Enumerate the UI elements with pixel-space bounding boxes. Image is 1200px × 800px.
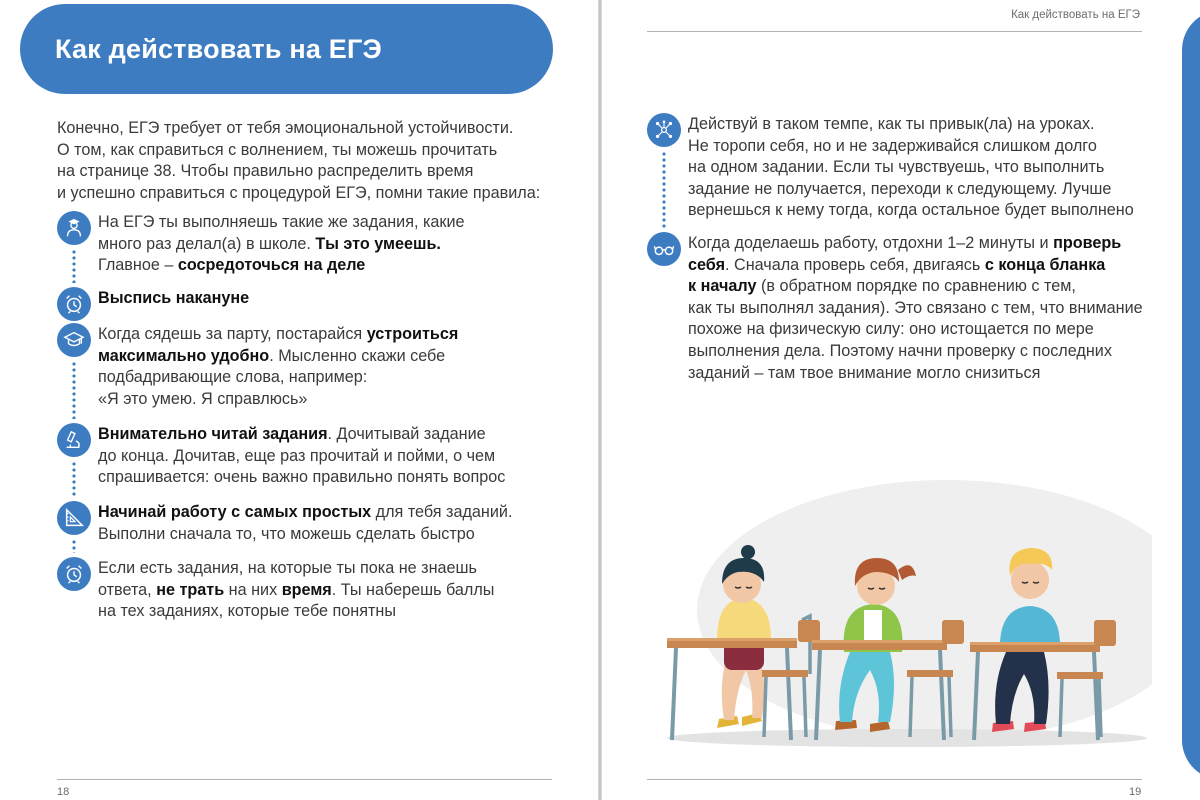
body-text: Действуй в таком темпе, как ты привык(ла) на уроках. (688, 115, 1095, 133)
rule-line (688, 200, 1168, 222)
dotted-connector (72, 249, 76, 283)
body-text: как ты выполнял задания). Это связано с тем, что внимание (688, 298, 1143, 317)
body-text: до конца. Дочитав, еще раз прочитай и пойми, о чем (98, 446, 496, 465)
rule-line (98, 346, 578, 368)
emphasis-text: Начинай работу с самых простых (98, 503, 372, 521)
rule-text (98, 502, 578, 545)
body-text: ответа, (98, 580, 157, 599)
rule-text (98, 212, 578, 277)
emphasis-text: не трать (156, 580, 225, 599)
emphasis-text: Ты это умеешь. (315, 234, 441, 253)
intro-paragraph (57, 118, 577, 204)
body-text: . Ты наберешь баллы (331, 580, 495, 599)
body-text: выполнения дела. Поэтому начни проверку с последних (688, 341, 1112, 360)
body-text: похоже на физическую силу: оно истощается по мере (688, 320, 1094, 339)
dotted-connector (662, 151, 666, 228)
body-text: Не торопи себя, но и не задерживайся слишком долго (688, 136, 1097, 155)
microscope-icon (57, 423, 91, 457)
body-text: Когда доделаешь работу, отдохни 1–2 минуты и (688, 234, 1054, 252)
body-text: «Я это умею. Я справлюсь» (98, 389, 308, 408)
emphasis-text: максимально удобно (98, 346, 270, 365)
students-illustration (662, 470, 1152, 750)
rule-line (688, 255, 1168, 277)
rule-line (98, 424, 578, 446)
header-rule (647, 31, 1142, 32)
body-text: на них (224, 580, 282, 599)
rule-text (98, 424, 578, 489)
rule-line (98, 467, 578, 489)
rule-text (688, 233, 1168, 384)
rule-line (98, 601, 578, 623)
body-text: спрашивается: очень важно правильно понять вопрос (98, 468, 506, 487)
rule-text (98, 558, 578, 623)
right-page (602, 0, 1200, 800)
glasses-icon (647, 232, 681, 266)
dotted-connector (72, 539, 76, 553)
body-text: . Мысленно скажи себе (269, 346, 446, 365)
rule-line (688, 179, 1168, 201)
rule-line (98, 324, 578, 346)
rule-text (688, 114, 1168, 222)
dotted-connector (72, 461, 76, 497)
rule-line (688, 114, 1168, 136)
rule-line (98, 255, 578, 277)
body-text: задание не получается, переходи к следующему. Лучше (688, 179, 1112, 198)
ruler-triangle-icon (57, 501, 91, 535)
emphasis-text: Выспись накануне (98, 289, 250, 307)
rule-line (98, 502, 578, 524)
emphasis-text: устроиться (366, 325, 459, 343)
running-header: Как действовать на ЕГЭ (1011, 9, 1140, 21)
emphasis-text: к началу (688, 277, 757, 296)
body-text: вернешься к нему тогда, когда остальное будет выполнено (688, 201, 1134, 220)
emphasis-text: Внимательно читай задания (98, 425, 328, 443)
rule-line (98, 212, 578, 234)
intro-line: О том, как справиться с волнением, ты можешь прочитать (57, 140, 498, 159)
graduation-cap-icon (57, 323, 91, 357)
graduate-icon (57, 211, 91, 245)
rule-line (688, 136, 1168, 158)
body-text: Главное – (98, 256, 178, 275)
emphasis-text: себя (688, 255, 726, 274)
rule-line (98, 446, 578, 468)
intro-line: Конечно, ЕГЭ требует от тебя эмоциональной устойчивости. (57, 119, 514, 137)
body-text: на одном задании. Если ты чувствуешь, что выполнить (688, 158, 1105, 177)
rule-line (98, 558, 578, 580)
body-text: Выполни сначала то, что можешь сделать быстро (98, 524, 475, 543)
rule-line (688, 276, 1168, 298)
edge-tab (1182, 10, 1200, 780)
rule-line (688, 341, 1168, 363)
rule-line (98, 580, 578, 602)
intro-line: и успешно справиться с процедурой ЕГЭ, помни такие правила: (57, 183, 541, 202)
intro-line: на странице 38. Чтобы правильно распределить время (57, 162, 474, 181)
rule-line (98, 234, 578, 256)
rule-line (688, 319, 1168, 341)
body-text: подбадривающие слова, например: (98, 368, 368, 387)
rule-text (98, 288, 578, 310)
alarm-clock-icon (57, 287, 91, 321)
rule-line (688, 157, 1168, 179)
footer-rule (647, 779, 1142, 780)
rule-line (98, 389, 578, 411)
dotted-connector (72, 361, 76, 419)
rule-line (98, 288, 578, 310)
body-text: . Сначала проверь себя, двигаясь (725, 255, 985, 274)
rule-line (98, 524, 578, 546)
emphasis-text: время (281, 580, 332, 599)
alarm-clock-icon (57, 557, 91, 591)
emphasis-text: с конца бланка (984, 255, 1106, 274)
rule-text (98, 324, 578, 410)
rule-line (98, 367, 578, 389)
floor-shadow (667, 729, 1147, 747)
body-text: Когда сядешь за парту, постарайся (98, 325, 367, 343)
rule-line (688, 233, 1168, 255)
molecule-network-icon (647, 113, 681, 147)
body-text: для тебя заданий. (371, 503, 513, 521)
body-text: на тех заданиях, которые тебе понятны (98, 602, 397, 621)
body-text: заданий – там твое внимание могло снизиться (688, 363, 1041, 382)
student-girl-left (717, 545, 771, 728)
body-text: На ЕГЭ ты выполняешь такие же задания, какие (98, 213, 465, 231)
body-text: Если есть задания, на которые ты пока не знаешь (98, 559, 477, 577)
rule-line (688, 363, 1168, 385)
rule-line (688, 298, 1168, 320)
page-number: 19 (1129, 786, 1142, 798)
body-text: . Дочитывай задание (327, 425, 486, 443)
emphasis-text: сосредоточься на деле (177, 256, 366, 275)
emphasis-text: проверь (1053, 234, 1122, 252)
page-number: 18 (57, 786, 70, 798)
body-text: (в обратном порядке по сравнению с тем, (756, 277, 1076, 296)
title-banner (20, 4, 553, 94)
footer-rule (57, 779, 552, 780)
page-title: Как действовать на ЕГЭ (55, 33, 382, 64)
body-text: много раз делал(а) в школе. (98, 234, 316, 253)
left-page (0, 0, 598, 800)
